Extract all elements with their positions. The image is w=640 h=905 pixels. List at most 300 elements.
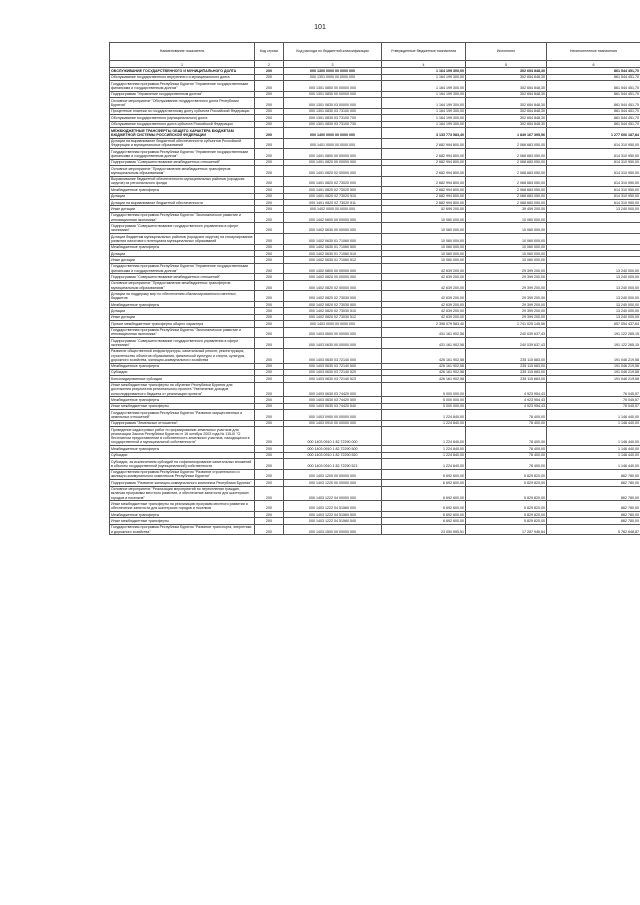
- table-row: [110, 149, 640, 160]
- row-executed-cell: 10 060 000,00: [466, 234, 547, 245]
- row-name-cell: Иные межбюджетные трансферты: [110, 518, 255, 524]
- row-executed-cell: 240 039 637,43: [466, 338, 547, 349]
- row-name-cell: Иные межбюджетные трансферты: [110, 403, 255, 409]
- row-name-cell: Иные межбюджетные трансферты на обучение Республики Бурятия для достижения результатов регионального проекта "Увеличение доходов консолидированного бюджета от реализации проекта": [110, 382, 255, 397]
- column-number: 5: [466, 61, 547, 68]
- row-name-cell: Подпрограмма "Совершенствование государственного управления в сфере экономики": [110, 223, 255, 234]
- table-row: [110, 166, 640, 177]
- row-classification-code-cell: 000 1402 0800 00 00000 000: [284, 263, 382, 274]
- row-approved-cell: 42 639 200,00: [382, 301, 466, 307]
- row-classification-code-cell: 000 1301 0000 00 0000 000: [284, 74, 382, 80]
- table-row: [110, 382, 640, 397]
- row-remaining-cell: 1 146 440,00: [547, 427, 640, 446]
- row-approved-cell: 10 060 000,00: [382, 234, 466, 245]
- row-line-code-cell: 200: [255, 166, 284, 177]
- row-line-code-cell: 200: [255, 223, 284, 234]
- table-row: [110, 338, 640, 349]
- row-executed-cell: 29 399 200,00: [466, 314, 547, 320]
- row-remaining-cell: 614 310 950,00: [547, 166, 640, 177]
- row-executed-cell: 5 829 820,00: [466, 486, 547, 501]
- row-name-cell: Государственная программа Республики Бурятия "Управление государственными финансами и государственным долгом": [110, 149, 255, 160]
- row-line-code-cell: 200: [255, 321, 284, 327]
- row-approved-cell: 1 164 199 300,00: [382, 115, 466, 121]
- row-executed-cell: 2 068 683 050,00: [466, 187, 547, 193]
- row-line-code-cell: 200: [255, 524, 284, 535]
- row-executed-cell: 29 399 200,00: [466, 291, 547, 302]
- row-classification-code-cell: 000 1301 0830 03 73100 700: [284, 115, 382, 121]
- row-remaining-cell: 862 780,00: [547, 486, 640, 501]
- row-name-cell: Дотации на выравнивание бюджетной обеспеченности: [110, 200, 255, 206]
- row-approved-cell: 6 692 600,00: [382, 511, 466, 517]
- row-name-cell: Межбюджетные трансферты: [110, 187, 255, 193]
- row-remaining-cell: 861 544 451,70: [547, 91, 640, 97]
- row-classification-code-cell: 000 1402 0630 01 71060 510: [284, 251, 382, 257]
- row-classification-code-cell: 000 1402 0820 02 73030 510: [284, 308, 382, 314]
- row-executed-cell: 235 115 683,00: [466, 363, 547, 369]
- row-name-cell: Иные дотации: [110, 257, 255, 263]
- row-executed-cell: 302 654 848,30: [466, 81, 547, 92]
- row-name-cell: Иные дотации: [110, 314, 255, 320]
- row-executed-cell: 235 115 683,00: [466, 348, 547, 363]
- row-name-cell: ОБСЛУЖИВАНИЕ ГОСУДАРСТВЕННОГО И МУНИЦИПАЛЬНОГО ДОЛГА: [110, 68, 255, 74]
- row-executed-cell: 78 400,00: [466, 427, 547, 446]
- row-approved-cell: 42 639 200,00: [382, 263, 466, 274]
- row-classification-code-cell: 000 1301 0830 03 00000 000: [284, 98, 382, 109]
- row-approved-cell: 42 639 200,00: [382, 274, 466, 280]
- row-remaining-cell: 861 544 451,70: [547, 81, 640, 92]
- row-classification-code-cell: 000 1402 0630 01 71060 512: [284, 257, 382, 263]
- row-remaining-cell: 614 310 950,00: [547, 176, 640, 187]
- row-executed-cell: 78 400,00: [466, 420, 547, 426]
- row-remaining-cell: 1 146 440,00: [547, 446, 640, 452]
- table-row: [110, 486, 640, 501]
- row-classification-code-cell: 000 1403 0910 1 82 72290 520: [284, 452, 382, 458]
- row-approved-cell: 2 682 994 800,00: [382, 159, 466, 165]
- row-name-cell: МЕЖБЮДЖЕТНЫЕ ТРАНСФЕРТЫ ОБЩЕГО ХАРАКТЕРА БЮДЖЕТАМ БЮДЖЕТНОЙ СИСТЕМЫ РОССИЙСКОЙ ФЕДЕРАЦИИ: [110, 127, 255, 138]
- row-approved-cell: 42 639 200,00: [382, 308, 466, 314]
- table-row: [110, 127, 640, 138]
- row-executed-cell: 302 654 848,30: [466, 68, 547, 74]
- row-classification-code-cell: 000 1402 0820 02 00000 000: [284, 280, 382, 291]
- row-name-cell: Процентные платежи по государственному долгу субъекта Российской Федерации: [110, 108, 255, 114]
- table-row: [110, 212, 640, 223]
- page-number: 101: [314, 24, 326, 31]
- row-approved-cell: 2 398 079 583,40: [382, 321, 466, 327]
- budget-execution-table: [109, 42, 640, 535]
- row-classification-code-cell: 000 1301 0800 00 00000 000: [284, 81, 382, 92]
- row-name-cell: Субсидии: [110, 369, 255, 375]
- row-approved-cell: 5 000 000,00: [382, 403, 466, 409]
- row-approved-cell: 426 161 902,58: [382, 369, 466, 375]
- table-row: [110, 427, 640, 446]
- row-line-code-cell: 200: [255, 327, 284, 338]
- row-classification-code-cell: 000 1402 0600 00 00000 000: [284, 212, 382, 223]
- row-name-cell: Дотации на выравнивание бюджетной обеспеченности субъектов Российской Федерации и муниципальных образований: [110, 138, 255, 149]
- row-line-code-cell: 200: [255, 68, 284, 74]
- row-remaining-cell: 1 146 440,00: [547, 410, 640, 421]
- row-name-cell: Обслуживание государственного внутреннего и муниципального долга: [110, 74, 255, 80]
- column-number: 3: [284, 61, 382, 68]
- row-executed-cell: 29 399 200,00: [466, 280, 547, 291]
- row-approved-cell: 1 224 840,00: [382, 446, 466, 452]
- row-approved-cell: 2 682 994 800,00: [382, 166, 466, 177]
- row-approved-cell: 1 164 199 300,00: [382, 108, 466, 114]
- row-executed-cell: 302 654 848,30: [466, 98, 547, 109]
- row-remaining-cell: 1 146 440,00: [547, 459, 640, 470]
- row-approved-cell: 1 164 199 300,00: [382, 81, 466, 92]
- table-row: [110, 280, 640, 291]
- row-name-cell: Дотации: [110, 308, 255, 314]
- header-indicator-name: Наименование показателя: [110, 43, 255, 61]
- row-classification-code-cell: 000 1403 0630 03 72140 000: [284, 348, 382, 363]
- row-name-cell: Дотации: [110, 193, 255, 199]
- row-classification-code-cell: 000 1401 0820 02 73020 000: [284, 176, 382, 187]
- table-header-row: [110, 43, 640, 61]
- table-row: [110, 81, 640, 92]
- row-approved-cell: 23 050 595,51: [382, 524, 466, 535]
- row-line-code-cell: 200: [255, 301, 284, 307]
- row-executed-cell: 10 060 000,00: [466, 244, 547, 250]
- row-line-code-cell: 200: [255, 480, 284, 486]
- row-classification-code-cell: 000 1403 0630 03 72140 500: [284, 363, 382, 369]
- row-approved-cell: 42 639 200,00: [382, 291, 466, 302]
- row-name-cell: Дотации бюджетам муниципальных районов (городских округов) на стимулирование развития налогового потенциала муниципальных образований: [111, 234, 253, 243]
- row-line-code-cell: 200: [255, 257, 284, 263]
- table-row: [110, 138, 640, 149]
- row-name-cell: Межбюджетные трансферты: [110, 397, 255, 403]
- row-executed-cell: 29 399 200,00: [466, 308, 547, 314]
- row-name-cell: Обслуживание государственного (муниципального) долга: [110, 115, 255, 121]
- row-line-code-cell: 200: [255, 518, 284, 524]
- row-approved-cell: 6 692 600,00: [382, 501, 466, 512]
- row-classification-code-cell: 000 1402 0820 02 73030 000: [284, 291, 382, 302]
- row-line-code-cell: 200: [255, 212, 284, 223]
- row-line-code-cell: 200: [255, 446, 284, 452]
- row-line-code-cell: 200: [255, 308, 284, 314]
- row-remaining-cell: 13 240 000,00: [547, 280, 640, 291]
- row-classification-code-cell: 000 1403 0630 03 74420 000: [284, 382, 382, 397]
- header-classification-code: Код расхода по бюджетной классификации: [284, 43, 382, 61]
- row-classification-code-cell: 000 1403 0900 00 00000 000: [284, 410, 382, 421]
- row-classification-code-cell: 000 1402 0820 02 73030 512: [284, 314, 382, 320]
- row-line-code-cell: 200: [255, 403, 284, 409]
- row-executed-cell: 5 829 820,00: [466, 480, 547, 486]
- row-line-code-cell: 200: [255, 121, 284, 127]
- row-line-code-cell: 200: [255, 376, 284, 382]
- row-executed-cell: 302 654 848,30: [466, 115, 547, 121]
- row-classification-code-cell: 000 1301 0830 03 73100 730: [284, 121, 382, 127]
- row-classification-code-cell: 000 1403 0630 03 74420 500: [284, 397, 382, 403]
- row-classification-code-cell: 000 1403 0910 1 82 72290 500: [284, 446, 382, 452]
- row-executed-cell: 78 400,00: [466, 410, 547, 421]
- row-classification-code-cell: 000 1402 0630 00 00000 000: [284, 223, 382, 234]
- row-executed-cell: 39 459 200,00: [466, 206, 547, 212]
- row-remaining-cell: 862 780,00: [547, 511, 640, 517]
- row-executed-cell: 10 060 000,00: [466, 212, 547, 223]
- row-approved-cell: 1 224 840,00: [382, 427, 466, 446]
- row-remaining-cell: 862 780,00: [547, 518, 640, 524]
- row-name-cell: Обслуживание государственного долга субъекта Российской Федерации: [110, 121, 255, 127]
- row-executed-cell: 29 399 200,00: [466, 263, 547, 274]
- row-line-code-cell: 200: [255, 486, 284, 501]
- row-executed-cell: 302 654 848,30: [466, 91, 547, 97]
- row-classification-code-cell: 000 1401 0820 02 73020 510: [284, 193, 382, 199]
- row-approved-cell: 2 682 994 800,00: [382, 138, 466, 149]
- row-line-code-cell: 200: [255, 74, 284, 80]
- row-executed-cell: 4 923 954,43: [466, 382, 547, 397]
- column-number-row: [110, 61, 640, 68]
- row-remaining-cell: 191 046 219,58: [547, 376, 640, 382]
- row-name-cell: Основное мероприятие "Предоставление межбюджетных трансфертов муниципальным образованиям": [110, 166, 255, 177]
- row-remaining-cell: 862 780,00: [547, 480, 640, 486]
- row-name-cell: Проведение кадастровых работ по формированию земельных участков для реализации Закона Республики Бурятия от 16 октября 2002 года № 115-III "О бесплатном предоставлении в собственность земельных участков, находящихся в государственной и муниципальной собственности": [110, 427, 255, 446]
- row-line-code-cell: 200: [255, 314, 284, 320]
- row-classification-code-cell: 000 1403 0630 00 00000 000: [284, 338, 382, 349]
- row-remaining-cell: 861 544 451,70: [547, 121, 640, 127]
- header-executed: Исполнено: [466, 43, 547, 61]
- row-name-cell: Межбюджетные трансферты: [110, 244, 255, 250]
- row-line-code-cell: 200: [255, 280, 284, 291]
- row-name-cell: Государственная программа Республики Бурятия "Управление государственными финансами и государственным долгом": [110, 263, 255, 274]
- row-approved-cell: 2 682 994 800,00: [382, 187, 466, 193]
- row-executed-cell: 2 068 683 050,00: [466, 200, 547, 206]
- row-classification-code-cell: 000 1301 0830 03 73100 000: [284, 108, 382, 114]
- row-name-cell: Дотации на поддержку мер по обеспечению сбалансированности местных бюджетов: [110, 291, 255, 302]
- row-approved-cell: 1 164 199 300,00: [382, 98, 466, 109]
- row-line-code-cell: 200: [255, 511, 284, 517]
- row-classification-code-cell: 000 1403 1222 04 51560 000: [284, 501, 382, 512]
- row-line-code-cell: 200: [255, 108, 284, 114]
- column-number: 1: [110, 61, 255, 68]
- row-name-cell: Прочие межбюджетные трансферты общего характера: [110, 321, 255, 327]
- row-line-code-cell: 200: [255, 420, 284, 426]
- row-classification-code-cell: 000 1403 0630 03 72140 520: [284, 369, 382, 375]
- row-executed-cell: 2 068 683 050,00: [466, 166, 547, 177]
- row-executed-cell: 2 068 683 050,00: [466, 159, 547, 165]
- row-name-cell: Субсидии, за исключением субсидий на софинансирование капитальных вложений в объекты государственной (муниципальной) собственности: [110, 459, 255, 470]
- row-executed-cell: 5 829 820,00: [466, 518, 547, 524]
- row-classification-code-cell: 000 1402 0820 00 00000 000: [284, 274, 382, 280]
- row-line-code-cell: 200: [255, 459, 284, 470]
- row-name-cell: Развитие общественной инфраструктуры, капитальный ремонт, реконструкция, строительство объектов образования, физической культуры и спорта, культуры, дорожного хозяйства, жилищно-коммунального хозяйства: [110, 348, 255, 363]
- row-approved-cell: 6 692 600,00: [382, 518, 466, 524]
- row-line-code-cell: 200: [255, 274, 284, 280]
- row-remaining-cell: 191 122 265,15: [547, 338, 640, 349]
- table-row: [110, 223, 640, 234]
- row-remaining-cell: 862 780,00: [547, 501, 640, 512]
- row-classification-code-cell: 000 1300 0000 00 0000 000: [284, 68, 382, 74]
- row-approved-cell: 2 682 994 800,00: [382, 193, 466, 199]
- row-executed-cell: 17 287 946,64: [466, 524, 547, 535]
- row-executed-cell: 235 115 683,00: [466, 369, 547, 375]
- row-executed-cell: 4 923 954,43: [466, 397, 547, 403]
- row-classification-code-cell: 000 1401 0000 00 0000 000: [284, 138, 382, 149]
- row-remaining-cell: 13 240 000,00: [547, 274, 640, 280]
- row-executed-cell: 5 829 820,00: [466, 511, 547, 517]
- row-approved-cell: 2 682 994 800,00: [382, 149, 466, 160]
- table-row: [110, 469, 640, 480]
- header-approved: Утвержденные бюджетные назначения: [382, 43, 466, 61]
- row-executed-cell: 302 654 848,30: [466, 121, 547, 127]
- header-remaining: Неисполненные назначения: [547, 43, 640, 61]
- row-executed-cell: 302 654 848,30: [466, 108, 547, 114]
- row-remaining-cell: 861 544 451,70: [547, 98, 640, 109]
- row-classification-code-cell: 000 1403 0600 00 00000 000: [284, 327, 382, 338]
- row-name-cell: Государственная программа Республики Бурятия "Экономическое развитие и инновационная экономика": [110, 212, 255, 223]
- row-line-code-cell: 200: [255, 244, 284, 250]
- column-number: 4: [382, 61, 466, 68]
- row-approved-cell: 1 224 840,00: [382, 452, 466, 458]
- row-remaining-cell: 191 122 265,15: [547, 327, 640, 338]
- row-name-cell: Выравнивание бюджетной обеспеченности муниципальных районов (городских округов) из регионального фонда: [110, 176, 255, 187]
- row-remaining-cell: 614 310 950,00: [547, 200, 640, 206]
- row-name-cell: Государственная программа Республики Бурятия "Развитие имущественных и земельных отношений": [110, 410, 255, 421]
- row-remaining-cell: 13 240 000,00: [547, 314, 640, 320]
- row-executed-cell: 4 923 954,43: [466, 403, 547, 409]
- table-row: [110, 98, 640, 109]
- row-classification-code-cell: 000 1401 0820 00 00000 000: [284, 159, 382, 165]
- row-approved-cell: 10 060 000,00: [382, 257, 466, 263]
- row-executed-cell: 78 400,00: [466, 446, 547, 452]
- row-approved-cell: 1 224 840,00: [382, 459, 466, 470]
- row-line-code-cell: 200: [255, 176, 284, 187]
- row-line-code-cell: 200: [255, 91, 284, 97]
- row-line-code-cell: 200: [255, 193, 284, 199]
- row-classification-code-cell: 000 1403 0910 00 00000 000: [284, 420, 382, 426]
- row-name-cell: Подпрограмма "Совершенствование государственного управления в сфере экономики": [110, 338, 255, 349]
- row-line-code-cell: 200: [255, 338, 284, 349]
- row-approved-cell: 6 692 600,00: [382, 480, 466, 486]
- row-line-code-cell: 200: [255, 501, 284, 512]
- row-classification-code-cell: 000 1402 0000 00 0000 000: [284, 206, 382, 212]
- row-approved-cell: 426 161 902,58: [382, 376, 466, 382]
- row-remaining-cell: 1 277 606 187,84: [547, 127, 640, 138]
- table-body: [110, 68, 640, 535]
- row-executed-cell: 29 399 200,00: [466, 301, 547, 307]
- row-approved-cell: 6 692 600,00: [382, 469, 466, 480]
- row-approved-cell: 5 000 000,00: [382, 382, 466, 397]
- column-number: 2: [255, 61, 284, 68]
- column-number: 6: [547, 61, 640, 68]
- row-name-cell: Подпрограмма "Управление государственным долгом": [110, 91, 255, 97]
- row-classification-code-cell: 000 1401 0820 02 73020 500: [284, 187, 382, 193]
- row-name-cell: Межбюджетные трансферты: [110, 301, 255, 307]
- row-remaining-cell: 191 046 219,58: [547, 348, 640, 363]
- row-remaining-cell: 13 240 000,00: [547, 301, 640, 307]
- row-classification-code-cell: 000 1403 0630 03 72140 523: [284, 376, 382, 382]
- row-remaining-cell: 5 762 648,87: [547, 524, 640, 535]
- row-classification-code-cell: 000 1403 1200 00 00000 000: [284, 469, 382, 480]
- row-executed-cell: 78 400,00: [466, 459, 547, 470]
- row-remaining-cell: 191 046 219,58: [547, 363, 640, 369]
- row-approved-cell: 5 000 000,00: [382, 397, 466, 403]
- row-line-code-cell: 200: [255, 206, 284, 212]
- row-approved-cell: 1 164 199 300,00: [382, 91, 466, 97]
- row-line-code-cell: 200: [255, 263, 284, 274]
- row-classification-code-cell: 000 1403 1222 04 00000 000: [284, 486, 382, 501]
- row-remaining-cell: 76 045,57: [547, 397, 640, 403]
- row-remaining-cell: [547, 212, 640, 223]
- row-executed-cell: 78 400,00: [466, 452, 547, 458]
- row-classification-code-cell: 000 1402 0630 01 71060 000: [284, 234, 382, 245]
- row-classification-code-cell: 000 1301 0830 00 00000 000: [284, 91, 382, 97]
- row-classification-code-cell: 000 1402 0630 01 71060 500: [284, 244, 382, 250]
- row-name-cell: Подпрограмма "Развитие жилищно-коммунального комплекса Республики Бурятия": [110, 480, 255, 486]
- row-approved-cell: 431 161 902,58: [382, 338, 466, 349]
- row-approved-cell: 1 224 840,00: [382, 410, 466, 421]
- row-remaining-cell: [547, 223, 640, 234]
- row-approved-cell: 1 164 199 300,00: [382, 121, 466, 127]
- row-remaining-cell: 862 780,00: [547, 469, 640, 480]
- row-name-cell: Основное мероприятие "Реализация мероприятий по переселению граждан, включая программы местного развития, и обеспечение занятости для шахтерских городов и поселков": [110, 486, 255, 501]
- row-remaining-cell: 861 544 451,70: [547, 68, 640, 74]
- row-executed-cell: 10 060 000,00: [466, 223, 547, 234]
- row-name-cell: Государственная программа Республики Бурятия "Развитие транспорта, энергетики и дорожного хозяйства": [110, 524, 255, 535]
- row-executed-cell: 2 068 683 050,00: [466, 176, 547, 187]
- row-remaining-cell: 13 240 000,00: [547, 291, 640, 302]
- row-executed-cell: 5 829 820,00: [466, 501, 547, 512]
- row-line-code-cell: 200: [255, 469, 284, 480]
- row-classification-code-cell: 000 1401 0820 02 73020 511: [284, 200, 382, 206]
- row-classification-code-cell: 000 1403 1220 00 00000 000: [284, 480, 382, 486]
- row-executed-cell: 2 068 683 050,00: [466, 149, 547, 160]
- row-approved-cell: 3 133 773 583,40: [382, 127, 466, 138]
- row-line-code-cell: 200: [255, 187, 284, 193]
- row-remaining-cell: 614 310 950,00: [547, 138, 640, 149]
- row-remaining-cell: 614 310 950,00: [547, 193, 640, 199]
- row-remaining-cell: 1 146 440,00: [547, 452, 640, 458]
- row-classification-code-cell: 000 1403 1222 04 51560 500: [284, 511, 382, 517]
- row-executed-cell: 1 741 025 145,56: [466, 321, 547, 327]
- table-row: [110, 501, 640, 512]
- row-line-code-cell: 200: [255, 81, 284, 92]
- table-row: [110, 291, 640, 302]
- row-remaining-cell: 191 046 219,58: [547, 369, 640, 375]
- row-remaining-cell: 76 045,57: [547, 382, 640, 397]
- row-classification-code-cell: 000 1402 0820 02 73030 500: [284, 301, 382, 307]
- row-executed-cell: 2 068 683 050,00: [466, 138, 547, 149]
- row-approved-cell: 1 164 199 300,00: [382, 74, 466, 80]
- row-classification-code-cell: 000 1403 0910 1 82 72290 000: [284, 427, 382, 446]
- row-classification-code-cell: 000 1403 1500 00 00000 000: [284, 524, 382, 535]
- row-remaining-cell: 657 054 437,84: [547, 321, 640, 327]
- row-name-cell: Подпрограмма "Земельные отношения": [110, 420, 255, 426]
- table-row: [110, 263, 640, 274]
- row-approved-cell: 1 224 840,00: [382, 420, 466, 426]
- row-approved-cell: 431 161 902,58: [382, 327, 466, 338]
- row-line-code-cell: 200: [255, 363, 284, 369]
- row-executed-cell: 29 399 200,00: [466, 274, 547, 280]
- row-executed-cell: 10 060 000,00: [466, 257, 547, 263]
- table-row: [110, 348, 640, 363]
- row-approved-cell: 42 639 200,00: [382, 280, 466, 291]
- row-classification-code-cell: 000 1403 0910 1 82 72290 521: [284, 459, 382, 470]
- row-approved-cell: 2 682 994 800,00: [382, 176, 466, 187]
- row-remaining-cell: 861 544 451,70: [547, 115, 640, 121]
- row-line-code-cell: 200: [255, 234, 284, 245]
- row-line-code-cell: 200: [255, 127, 284, 138]
- row-line-code-cell: 200: [255, 115, 284, 121]
- row-line-code-cell: 200: [255, 452, 284, 458]
- row-executed-cell: 2 068 683 050,00: [466, 193, 547, 199]
- row-approved-cell: 10 060 000,00: [382, 251, 466, 257]
- table-row: [110, 410, 640, 421]
- header-line-code: Код строки: [255, 43, 284, 61]
- row-remaining-cell: [547, 234, 640, 245]
- row-remaining-cell: 76 045,57: [547, 403, 640, 409]
- row-name-cell: Межбюджетные трансферты: [110, 511, 255, 517]
- row-name-cell: Консолидированные субсидии: [110, 376, 255, 382]
